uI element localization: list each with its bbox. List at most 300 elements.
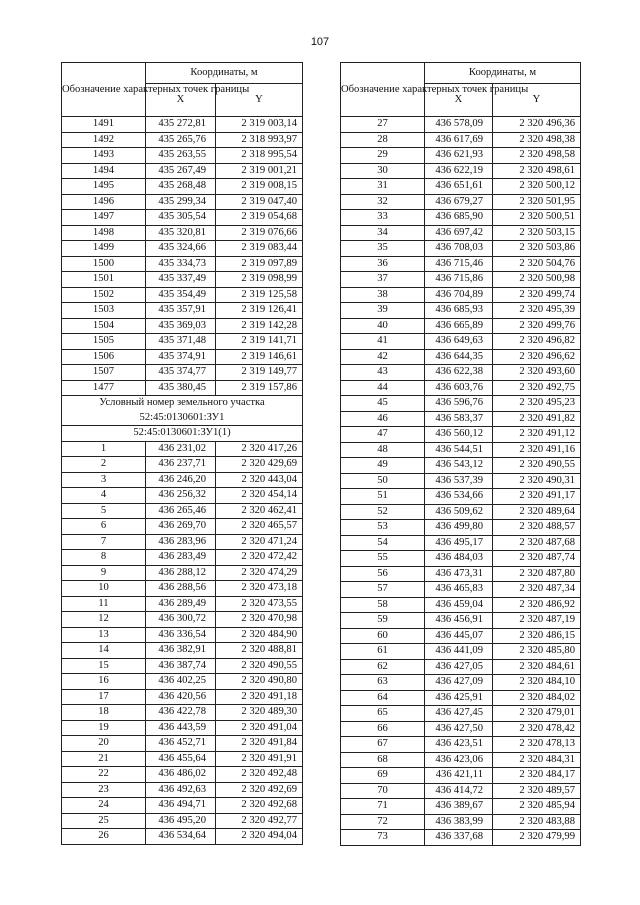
table-row bbox=[62, 256, 303, 272]
point-id-cell: 1497 bbox=[62, 210, 146, 226]
table-row bbox=[341, 365, 581, 381]
point-id-cell: 66 bbox=[341, 721, 425, 737]
x-coordinate-cell: 436 495,20 bbox=[146, 813, 216, 829]
point-id-cell: 15 bbox=[62, 658, 146, 674]
point-id-cell: 63 bbox=[341, 675, 425, 691]
point-id-cell: 8 bbox=[62, 550, 146, 566]
point-id-cell: 57 bbox=[341, 582, 425, 598]
point-id-cell: 19 bbox=[62, 720, 146, 736]
x-coordinate-cell: 436 473,31 bbox=[425, 566, 493, 582]
y-coordinate-cell: 2 320 495,39 bbox=[493, 303, 581, 319]
y-coordinate-cell: 2 320 498,61 bbox=[493, 163, 581, 179]
table-row bbox=[341, 272, 581, 288]
y-coordinate-cell: 2 319 076,66 bbox=[216, 225, 303, 241]
x-coordinate-cell: 436 534,64 bbox=[146, 829, 216, 845]
y-coordinate-cell: 2 319 142,28 bbox=[216, 318, 303, 334]
table-row bbox=[62, 550, 303, 566]
x-coordinate-cell: 435 371,48 bbox=[146, 334, 216, 350]
point-id-cell: 21 bbox=[62, 751, 146, 767]
point-id-cell: 2 bbox=[62, 457, 146, 473]
point-id-cell: 44 bbox=[341, 380, 425, 396]
table-row bbox=[341, 473, 581, 489]
y-coordinate-cell: 2 320 491,84 bbox=[216, 736, 303, 752]
point-id-cell: 5 bbox=[62, 503, 146, 519]
table-row bbox=[62, 349, 303, 365]
table-row bbox=[62, 689, 303, 705]
y-coordinate-cell: 2 320 492,75 bbox=[493, 380, 581, 396]
x-coordinate-cell: 435 354,49 bbox=[146, 287, 216, 303]
table-row bbox=[62, 627, 303, 643]
table-row bbox=[62, 225, 303, 241]
point-id-cell: 17 bbox=[62, 689, 146, 705]
y-coordinate-cell: 2 320 495,23 bbox=[493, 396, 581, 412]
table-row bbox=[341, 489, 581, 505]
point-id-cell: 68 bbox=[341, 752, 425, 768]
table-row bbox=[341, 318, 581, 334]
x-coordinate-cell: 435 337,49 bbox=[146, 272, 216, 288]
table-row bbox=[341, 225, 581, 241]
y-coordinate-cell: 2 319 008,15 bbox=[216, 179, 303, 195]
left-rows-bottom bbox=[62, 441, 303, 844]
x-coordinate-cell: 435 265,76 bbox=[146, 132, 216, 148]
x-coordinate-cell: 435 374,77 bbox=[146, 365, 216, 381]
table-row bbox=[62, 163, 303, 179]
table-row bbox=[62, 117, 303, 133]
point-id-cell: 33 bbox=[341, 210, 425, 226]
point-id-cell: 12 bbox=[62, 612, 146, 628]
point-id-cell: 35 bbox=[341, 241, 425, 257]
x-coordinate-cell: 436 423,06 bbox=[425, 752, 493, 768]
point-id-cell: 30 bbox=[341, 163, 425, 179]
table-row bbox=[341, 535, 581, 551]
x-coordinate-cell: 436 288,56 bbox=[146, 581, 216, 597]
table-row bbox=[341, 752, 581, 768]
table-row bbox=[341, 783, 581, 799]
point-id-cell: 1492 bbox=[62, 132, 146, 148]
y-coordinate-cell: 2 319 098,99 bbox=[216, 272, 303, 288]
y-coordinate-cell: 2 320 470,98 bbox=[216, 612, 303, 628]
point-id-cell: 55 bbox=[341, 551, 425, 567]
y-coordinate-cell: 2 320 492,48 bbox=[216, 767, 303, 783]
y-coordinate-cell: 2 320 484,90 bbox=[216, 627, 303, 643]
table-row bbox=[62, 658, 303, 674]
table-row bbox=[62, 767, 303, 783]
table-row bbox=[341, 458, 581, 474]
y-coordinate-cell: 2 320 488,57 bbox=[493, 520, 581, 536]
table-row bbox=[62, 472, 303, 488]
x-coordinate-cell: 436 484,03 bbox=[425, 551, 493, 567]
y-coordinate-cell: 2 320 488,81 bbox=[216, 643, 303, 659]
x-coordinate-cell: 436 465,83 bbox=[425, 582, 493, 598]
x-coordinate-cell: 436 387,74 bbox=[146, 658, 216, 674]
y-coordinate-cell: 2 320 491,16 bbox=[493, 442, 581, 458]
y-coordinate-cell: 2 320 491,12 bbox=[493, 427, 581, 443]
x-coordinate-cell: 436 445,07 bbox=[425, 628, 493, 644]
table-row bbox=[341, 675, 581, 691]
point-id-cell: 13 bbox=[62, 627, 146, 643]
table-row bbox=[341, 768, 581, 784]
table-row bbox=[341, 814, 581, 830]
y-coordinate-cell: 2 320 492,68 bbox=[216, 798, 303, 814]
x-coordinate-cell: 436 382,91 bbox=[146, 643, 216, 659]
section-title: Условный номер земельного участка bbox=[62, 396, 303, 411]
y-coordinate-cell: 2 320 499,76 bbox=[493, 318, 581, 334]
point-id-cell: 25 bbox=[62, 813, 146, 829]
y-coordinate-cell: 2 319 141,71 bbox=[216, 334, 303, 350]
table-row bbox=[341, 241, 581, 257]
table-row bbox=[341, 396, 581, 412]
table-row bbox=[62, 303, 303, 319]
point-id-cell: 41 bbox=[341, 334, 425, 350]
table-row bbox=[341, 721, 581, 737]
x-coordinate-cell: 436 685,93 bbox=[425, 303, 493, 319]
table-row bbox=[341, 210, 581, 226]
table-row bbox=[62, 596, 303, 612]
point-id-cell: 3 bbox=[62, 472, 146, 488]
y-coordinate-cell: 2 320 496,62 bbox=[493, 349, 581, 365]
y-coordinate-cell: 2 320 486,15 bbox=[493, 628, 581, 644]
header-x: X bbox=[425, 84, 493, 117]
point-id-cell: 43 bbox=[341, 365, 425, 381]
x-coordinate-cell: 435 305,54 bbox=[146, 210, 216, 226]
point-id-cell: 1505 bbox=[62, 334, 146, 350]
point-id-cell: 61 bbox=[341, 644, 425, 660]
table-row bbox=[62, 751, 303, 767]
point-id-cell: 1507 bbox=[62, 365, 146, 381]
coordinates-table-left bbox=[61, 62, 303, 845]
x-coordinate-cell: 436 421,11 bbox=[425, 768, 493, 784]
point-id-cell: 39 bbox=[341, 303, 425, 319]
x-coordinate-cell: 436 492,63 bbox=[146, 782, 216, 798]
x-coordinate-cell: 436 256,32 bbox=[146, 488, 216, 504]
table-row bbox=[62, 782, 303, 798]
x-coordinate-cell: 435 374,91 bbox=[146, 349, 216, 365]
y-coordinate-cell: 2 320 484,17 bbox=[493, 768, 581, 784]
y-coordinate-cell: 2 320 489,30 bbox=[216, 705, 303, 721]
x-coordinate-cell: 436 543,12 bbox=[425, 458, 493, 474]
y-coordinate-cell: 2 320 501,95 bbox=[493, 194, 581, 210]
point-id-cell: 71 bbox=[341, 799, 425, 815]
y-coordinate-cell: 2 320 503,86 bbox=[493, 241, 581, 257]
x-coordinate-cell: 435 267,49 bbox=[146, 163, 216, 179]
point-id-cell: 24 bbox=[62, 798, 146, 814]
header-x: X bbox=[146, 84, 216, 117]
table-row bbox=[341, 179, 581, 195]
y-coordinate-cell: 2 320 491,04 bbox=[216, 720, 303, 736]
x-coordinate-cell: 436 402,25 bbox=[146, 674, 216, 690]
y-coordinate-cell: 2 320 479,01 bbox=[493, 706, 581, 722]
point-id-cell: 37 bbox=[341, 272, 425, 288]
table-row bbox=[341, 411, 581, 427]
y-coordinate-cell: 2 320 489,64 bbox=[493, 504, 581, 520]
table-row bbox=[62, 581, 303, 597]
point-id-cell: 1502 bbox=[62, 287, 146, 303]
x-coordinate-cell: 436 443,59 bbox=[146, 720, 216, 736]
x-coordinate-cell: 436 578,09 bbox=[425, 117, 493, 133]
table-row bbox=[62, 798, 303, 814]
table-row bbox=[62, 736, 303, 752]
x-coordinate-cell: 436 679,27 bbox=[425, 194, 493, 210]
y-coordinate-cell: 2 320 484,61 bbox=[493, 659, 581, 675]
x-coordinate-cell: 436 704,89 bbox=[425, 287, 493, 303]
x-coordinate-cell: 435 320,81 bbox=[146, 225, 216, 241]
table-row bbox=[62, 179, 303, 195]
table-row bbox=[341, 256, 581, 272]
point-id-cell: 22 bbox=[62, 767, 146, 783]
table-row bbox=[62, 674, 303, 690]
y-coordinate-cell: 2 319 003,14 bbox=[216, 117, 303, 133]
x-coordinate-cell: 435 268,48 bbox=[146, 179, 216, 195]
y-coordinate-cell: 2 320 487,19 bbox=[493, 613, 581, 629]
y-coordinate-cell: 2 320 496,82 bbox=[493, 334, 581, 350]
point-id-cell: 1495 bbox=[62, 179, 146, 195]
table-row bbox=[341, 148, 581, 164]
table-row bbox=[341, 737, 581, 753]
table-row bbox=[341, 520, 581, 536]
x-coordinate-cell: 436 455,64 bbox=[146, 751, 216, 767]
y-coordinate-cell: 2 320 484,10 bbox=[493, 675, 581, 691]
x-coordinate-cell: 436 603,76 bbox=[425, 380, 493, 396]
y-coordinate-cell: 2 320 490,55 bbox=[216, 658, 303, 674]
header-designation: Обозначение характерных точек границы bbox=[62, 63, 146, 117]
y-coordinate-cell: 2 320 472,42 bbox=[216, 550, 303, 566]
y-coordinate-cell: 2 320 491,82 bbox=[493, 411, 581, 427]
point-id-cell: 18 bbox=[62, 705, 146, 721]
x-coordinate-cell: 436 622,19 bbox=[425, 163, 493, 179]
y-coordinate-cell: 2 320 494,04 bbox=[216, 829, 303, 845]
page-number: 107 bbox=[310, 36, 330, 48]
point-id-cell: 1500 bbox=[62, 256, 146, 272]
y-coordinate-cell: 2 320 483,88 bbox=[493, 814, 581, 830]
table-row bbox=[62, 334, 303, 350]
y-coordinate-cell: 2 320 486,92 bbox=[493, 597, 581, 613]
y-coordinate-cell: 2 320 487,68 bbox=[493, 535, 581, 551]
point-id-cell: 72 bbox=[341, 814, 425, 830]
x-coordinate-cell: 436 427,05 bbox=[425, 659, 493, 675]
x-coordinate-cell: 436 534,66 bbox=[425, 489, 493, 505]
point-id-cell: 69 bbox=[341, 768, 425, 784]
x-coordinate-cell: 436 414,72 bbox=[425, 783, 493, 799]
point-id-cell: 42 bbox=[341, 349, 425, 365]
table-row bbox=[62, 365, 303, 381]
point-id-cell: 45 bbox=[341, 396, 425, 412]
right-rows bbox=[341, 117, 581, 846]
y-coordinate-cell: 2 320 491,17 bbox=[493, 489, 581, 505]
coordinates-table-right bbox=[340, 62, 581, 846]
y-coordinate-cell: 2 320 485,94 bbox=[493, 799, 581, 815]
x-coordinate-cell: 436 715,46 bbox=[425, 256, 493, 272]
y-coordinate-cell: 2 320 487,34 bbox=[493, 582, 581, 598]
y-coordinate-cell: 2 319 125,58 bbox=[216, 287, 303, 303]
point-id-cell: 53 bbox=[341, 520, 425, 536]
y-coordinate-cell: 2 319 054,68 bbox=[216, 210, 303, 226]
table-row bbox=[341, 644, 581, 660]
point-id-cell: 23 bbox=[62, 782, 146, 798]
x-coordinate-cell: 436 288,12 bbox=[146, 565, 216, 581]
table-row bbox=[341, 551, 581, 567]
y-coordinate-cell: 2 318 993,97 bbox=[216, 132, 303, 148]
table-row bbox=[62, 612, 303, 628]
y-coordinate-cell: 2 319 097,89 bbox=[216, 256, 303, 272]
x-coordinate-cell: 436 456,91 bbox=[425, 613, 493, 629]
x-coordinate-cell: 436 560,12 bbox=[425, 427, 493, 443]
point-id-cell: 51 bbox=[341, 489, 425, 505]
point-id-cell: 40 bbox=[341, 318, 425, 334]
y-coordinate-cell: 2 319 126,41 bbox=[216, 303, 303, 319]
table-row bbox=[341, 334, 581, 350]
x-coordinate-cell: 436 486,02 bbox=[146, 767, 216, 783]
y-coordinate-cell: 2 320 492,69 bbox=[216, 782, 303, 798]
y-coordinate-cell: 2 320 490,55 bbox=[493, 458, 581, 474]
x-coordinate-cell: 435 369,03 bbox=[146, 318, 216, 334]
y-coordinate-cell: 2 320 492,77 bbox=[216, 813, 303, 829]
point-id-cell: 54 bbox=[341, 535, 425, 551]
y-coordinate-cell: 2 320 499,74 bbox=[493, 287, 581, 303]
x-coordinate-cell: 436 427,09 bbox=[425, 675, 493, 691]
table-row bbox=[341, 380, 581, 396]
y-coordinate-cell: 2 320 417,26 bbox=[216, 441, 303, 457]
x-coordinate-cell: 436 596,76 bbox=[425, 396, 493, 412]
point-id-cell: 31 bbox=[341, 179, 425, 195]
x-coordinate-cell: 436 644,35 bbox=[425, 349, 493, 365]
table-row bbox=[62, 488, 303, 504]
point-id-cell: 1503 bbox=[62, 303, 146, 319]
x-coordinate-cell: 436 237,71 bbox=[146, 457, 216, 473]
point-id-cell: 1498 bbox=[62, 225, 146, 241]
y-coordinate-cell: 2 320 484,31 bbox=[493, 752, 581, 768]
y-coordinate-cell: 2 320 471,24 bbox=[216, 534, 303, 550]
y-coordinate-cell: 2 320 490,31 bbox=[493, 473, 581, 489]
table-row bbox=[62, 813, 303, 829]
left-rows-top bbox=[62, 117, 303, 396]
point-id-cell: 9 bbox=[62, 565, 146, 581]
y-coordinate-cell: 2 320 443,04 bbox=[216, 472, 303, 488]
point-id-cell: 67 bbox=[341, 737, 425, 753]
point-id-cell: 62 bbox=[341, 659, 425, 675]
table-row bbox=[62, 241, 303, 257]
point-id-cell: 14 bbox=[62, 643, 146, 659]
x-coordinate-cell: 436 425,91 bbox=[425, 690, 493, 706]
point-id-cell: 7 bbox=[62, 534, 146, 550]
y-coordinate-cell: 2 319 146,61 bbox=[216, 349, 303, 365]
x-coordinate-cell: 436 336,54 bbox=[146, 627, 216, 643]
table-row bbox=[341, 442, 581, 458]
x-coordinate-cell: 436 283,49 bbox=[146, 550, 216, 566]
y-coordinate-cell: 2 320 473,55 bbox=[216, 596, 303, 612]
x-coordinate-cell: 436 537,39 bbox=[425, 473, 493, 489]
x-coordinate-cell: 436 269,70 bbox=[146, 519, 216, 535]
x-coordinate-cell: 436 383,99 bbox=[425, 814, 493, 830]
x-coordinate-cell: 435 357,91 bbox=[146, 303, 216, 319]
y-coordinate-cell: 2 320 490,80 bbox=[216, 674, 303, 690]
y-coordinate-cell: 2 320 478,42 bbox=[493, 721, 581, 737]
point-id-cell: 65 bbox=[341, 706, 425, 722]
x-coordinate-cell: 436 300,72 bbox=[146, 612, 216, 628]
x-coordinate-cell: 436 509,62 bbox=[425, 504, 493, 520]
table-row bbox=[62, 380, 303, 396]
table-row bbox=[341, 504, 581, 520]
y-coordinate-cell: 2 320 498,38 bbox=[493, 132, 581, 148]
point-id-cell: 4 bbox=[62, 488, 146, 504]
x-coordinate-cell: 436 499,80 bbox=[425, 520, 493, 536]
x-coordinate-cell: 436 289,49 bbox=[146, 596, 216, 612]
table-row bbox=[62, 210, 303, 226]
point-id-cell: 29 bbox=[341, 148, 425, 164]
x-coordinate-cell: 436 423,51 bbox=[425, 737, 493, 753]
point-id-cell: 70 bbox=[341, 783, 425, 799]
y-coordinate-cell: 2 320 500,51 bbox=[493, 210, 581, 226]
x-coordinate-cell: 436 427,45 bbox=[425, 706, 493, 722]
point-id-cell: 26 bbox=[62, 829, 146, 845]
y-coordinate-cell: 2 319 001,21 bbox=[216, 163, 303, 179]
point-id-cell: 48 bbox=[341, 442, 425, 458]
point-id-cell: 27 bbox=[341, 117, 425, 133]
table-row bbox=[62, 565, 303, 581]
y-coordinate-cell: 2 320 493,60 bbox=[493, 365, 581, 381]
x-coordinate-cell: 435 299,34 bbox=[146, 194, 216, 210]
table-row bbox=[341, 799, 581, 815]
table-row bbox=[341, 132, 581, 148]
point-id-cell: 1493 bbox=[62, 148, 146, 164]
x-coordinate-cell: 436 389,67 bbox=[425, 799, 493, 815]
table-row bbox=[341, 628, 581, 644]
table-row bbox=[62, 132, 303, 148]
point-id-cell: 58 bbox=[341, 597, 425, 613]
table-row bbox=[62, 318, 303, 334]
header-designation: Обозначение характерных точек границы bbox=[341, 63, 425, 117]
point-id-cell: 46 bbox=[341, 411, 425, 427]
x-coordinate-cell: 436 544,51 bbox=[425, 442, 493, 458]
point-id-cell: 20 bbox=[62, 736, 146, 752]
x-coordinate-cell: 436 708,03 bbox=[425, 241, 493, 257]
y-coordinate-cell: 2 320 491,91 bbox=[216, 751, 303, 767]
table-row bbox=[62, 705, 303, 721]
x-coordinate-cell: 436 651,61 bbox=[425, 179, 493, 195]
y-coordinate-cell: 2 320 504,76 bbox=[493, 256, 581, 272]
point-id-cell: 60 bbox=[341, 628, 425, 644]
y-coordinate-cell: 2 320 479,99 bbox=[493, 830, 581, 846]
point-id-cell: 6 bbox=[62, 519, 146, 535]
x-coordinate-cell: 436 246,20 bbox=[146, 472, 216, 488]
header-y: Y bbox=[493, 84, 581, 117]
point-id-cell: 16 bbox=[62, 674, 146, 690]
table-row bbox=[341, 163, 581, 179]
y-coordinate-cell: 2 319 149,77 bbox=[216, 365, 303, 381]
point-id-cell: 47 bbox=[341, 427, 425, 443]
x-coordinate-cell: 436 459,04 bbox=[425, 597, 493, 613]
x-coordinate-cell: 435 263,55 bbox=[146, 148, 216, 164]
y-coordinate-cell: 2 320 474,29 bbox=[216, 565, 303, 581]
x-coordinate-cell: 436 265,46 bbox=[146, 503, 216, 519]
point-id-cell: 1491 bbox=[62, 117, 146, 133]
point-id-cell: 34 bbox=[341, 225, 425, 241]
header-coordinates: Координаты, м bbox=[425, 63, 581, 84]
x-coordinate-cell: 436 649,63 bbox=[425, 334, 493, 350]
x-coordinate-cell: 435 380,45 bbox=[146, 380, 216, 396]
table-row bbox=[341, 303, 581, 319]
x-coordinate-cell: 436 422,78 bbox=[146, 705, 216, 721]
table-row bbox=[341, 427, 581, 443]
point-id-cell: 28 bbox=[341, 132, 425, 148]
y-coordinate-cell: 2 320 496,36 bbox=[493, 117, 581, 133]
point-id-cell: 1496 bbox=[62, 194, 146, 210]
table-row bbox=[341, 287, 581, 303]
section-subparcel-number: 52:45:0130601:ЗУ1(1) bbox=[62, 426, 303, 442]
x-coordinate-cell: 436 452,71 bbox=[146, 736, 216, 752]
y-coordinate-cell: 2 320 473,18 bbox=[216, 581, 303, 597]
table-row bbox=[341, 597, 581, 613]
y-coordinate-cell: 2 320 429,69 bbox=[216, 457, 303, 473]
